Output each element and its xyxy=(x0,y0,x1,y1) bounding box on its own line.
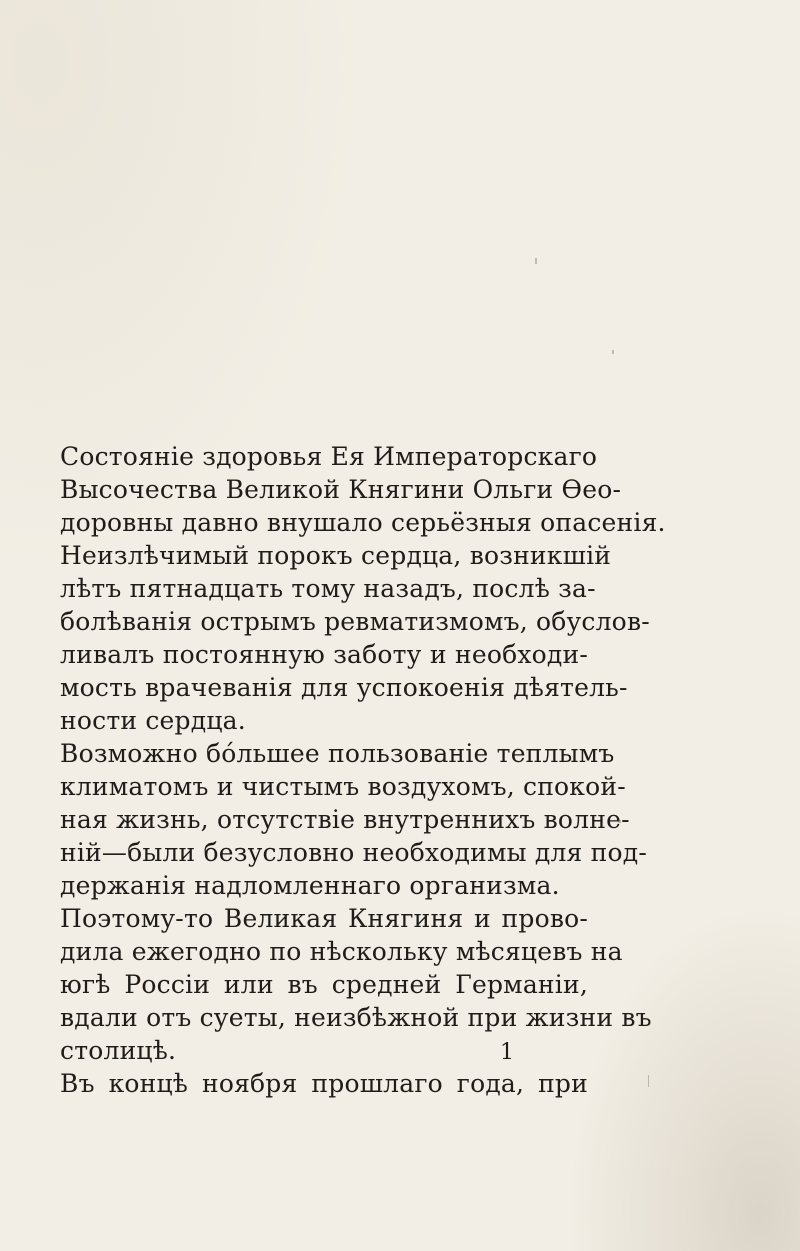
text-line: Неизлѣчимый порокъ сердца, возникшій xyxy=(60,541,612,570)
text-line: дила ежегодно по нѣскольку мѣсяцевъ на xyxy=(60,937,623,966)
text-line: Возможно бóльшее пользованіе теплымъ xyxy=(60,739,615,768)
text-line: климатомъ и чистымъ воздухомъ, спокой- xyxy=(60,772,626,801)
body-text xyxy=(60,440,666,1100)
text-line: доровны давно внушало серьёзныя опасенія. xyxy=(60,508,666,537)
text-line: ная жизнь, отсутствіе внутреннихъ волне- xyxy=(60,805,630,834)
text-line: ности сердца. xyxy=(60,706,246,735)
text-line: ній—были безусловно необходимы для под- xyxy=(60,838,648,867)
text-line: Состояніе здоровья Ея Императорскаго xyxy=(60,442,598,471)
text-line: Въ концѣ ноября прошлаго года, при xyxy=(60,1069,588,1098)
text-line: Высочества Великой Княгини Ольги Өео- xyxy=(60,475,622,504)
text-line: мость врачеванія для успокоенія дѣятель- xyxy=(60,673,628,702)
text-line: Поэтому-то Великая Княгиня и прово- xyxy=(60,904,588,933)
paper-speck xyxy=(612,350,614,354)
text-line: ливалъ постоянную заботу и необходи- xyxy=(60,640,588,669)
text-line: вдали отъ суеты, неизбѣжной при жизни въ xyxy=(60,1003,652,1032)
page-number: 1 xyxy=(500,1040,514,1065)
text-line: югѣ Россіи или въ средней Германіи, xyxy=(60,970,588,999)
text-line: держанія надломленнаго организма. xyxy=(60,871,560,900)
paper-speck xyxy=(648,1075,649,1087)
paper-speck xyxy=(535,258,537,264)
paper-speck xyxy=(618,820,621,823)
text-line: лѣтъ пятнадцать тому назадъ, послѣ за- xyxy=(60,574,596,603)
text-line: болѣванія острымъ ревматизмомъ, обуслов- xyxy=(60,607,650,636)
text-line: столицѣ. xyxy=(60,1036,177,1065)
